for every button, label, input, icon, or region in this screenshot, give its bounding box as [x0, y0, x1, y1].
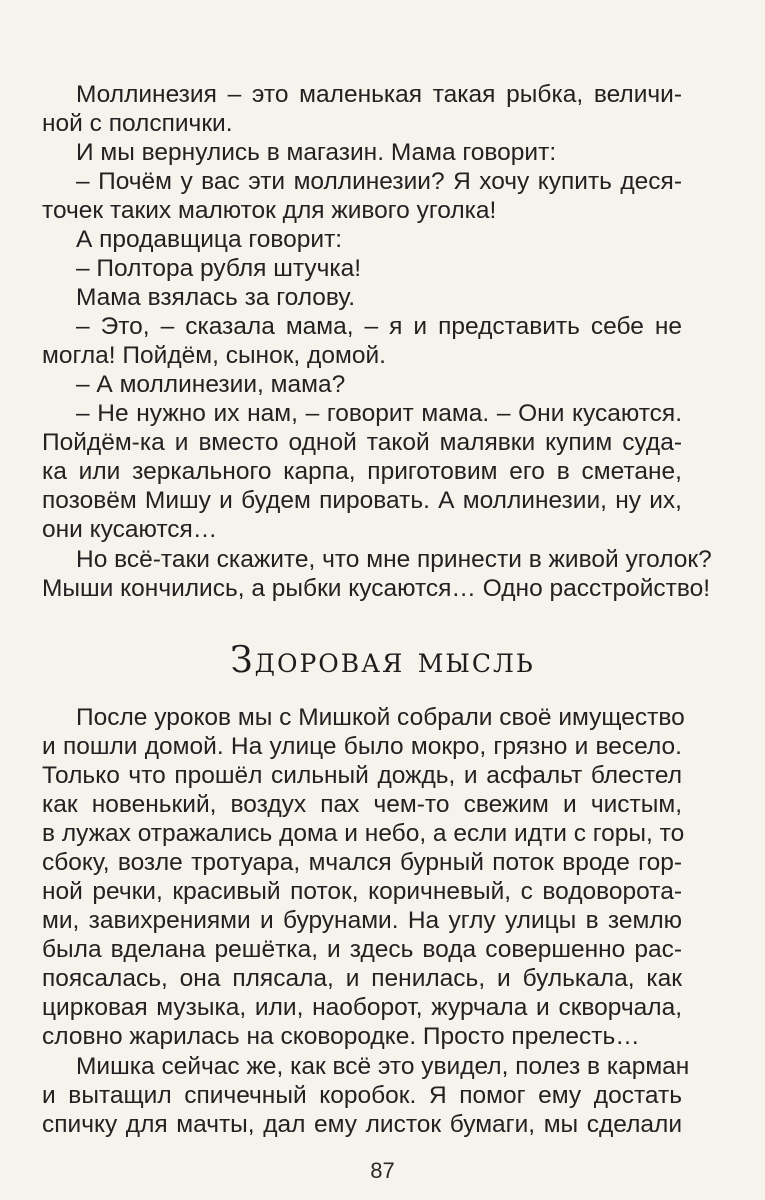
text-line: они кусаются… — [42, 516, 218, 543]
text-line: – Почём у вас эти моллинезии? Я хочу купить деся- — [76, 168, 682, 195]
text-line: сбоку, возле тротуара, мчался бурный поток вроде гор- — [42, 849, 682, 876]
text-line: цирковая музыка, или, наоборот, журчала и скворчала, — [42, 994, 682, 1021]
text-line: спичку для мачты, дал ему листок бумаги, мы сделали — [42, 1111, 682, 1138]
text-line: – Полтора рубля штучка! — [76, 255, 362, 282]
text-line: Моллинезия – это маленькая такая рыбка, величи- — [76, 81, 682, 108]
chapter-heading: Здоровая мысль — [230, 640, 535, 681]
text-line: могла! Пойдём, сынок, домой. — [42, 342, 386, 369]
text-line: точек таких малюток для живого уголка! — [42, 197, 497, 224]
text-line: словно жарилась на сковородке. Просто прелесть… — [42, 1023, 640, 1050]
text-line: и пошли домой. На улице было мокро, грязно и весело. — [42, 733, 682, 760]
text-line: была вделана решётка, и здесь вода совершенно рас- — [42, 936, 682, 963]
text-line: ми, завихрениями и бурунами. На углу улицы в землю — [42, 907, 682, 934]
text-line: – А моллинезии, мама? — [76, 371, 346, 398]
text-line: ной речки, красивый поток, коричневый, с водоворота- — [42, 878, 682, 905]
text-line: ка или зеркального карпа, приготовим его в сметане, — [42, 458, 682, 485]
text-line: – Это, – сказала мама, – я и представить себе не — [76, 313, 682, 340]
text-line: Но всё-таки скажите, что мне принести в живой уголок? — [76, 546, 712, 573]
page-number: 87 — [370, 1158, 395, 1183]
text-line: в лужах отражались дома и небо, а если идти с горы, то — [42, 820, 685, 847]
text-line: А продавщица говорит: — [76, 226, 343, 253]
text-line: как новенький, воздух пах чем-то свежим и чистым, — [42, 791, 682, 818]
text-line: Мишка сейчас же, как всё это увидел, полез в карман — [76, 1053, 690, 1080]
text-line: позовём Мишу и будем пировать. А моллинезии, ну их, — [42, 487, 682, 514]
text-line: – Не нужно их нам, – говорит мама. – Они кусаются. — [76, 400, 682, 427]
text-line: Только что прошёл сильный дождь, и асфальт блестел — [42, 762, 682, 789]
text-line: ной с полспички. — [42, 110, 233, 137]
text-line: После уроков мы с Мишкой собрали своё имущество — [76, 704, 685, 731]
text-line: и вытащил спичечный коробок. Я помог ему достать — [42, 1082, 682, 1109]
text-line: Пойдём-ка и вместо одной такой малявки купим суда- — [42, 429, 682, 456]
text-line: И мы вернулись в магазин. Мама говорит: — [76, 139, 557, 166]
text-line: Мыши кончились, а рыбки кусаются… Одно расстройство! — [42, 575, 711, 602]
text-line: поясалась, она плясала, и пенилась, и булькала, как — [42, 965, 682, 992]
text-line: Мама взялась за голову. — [76, 284, 355, 311]
